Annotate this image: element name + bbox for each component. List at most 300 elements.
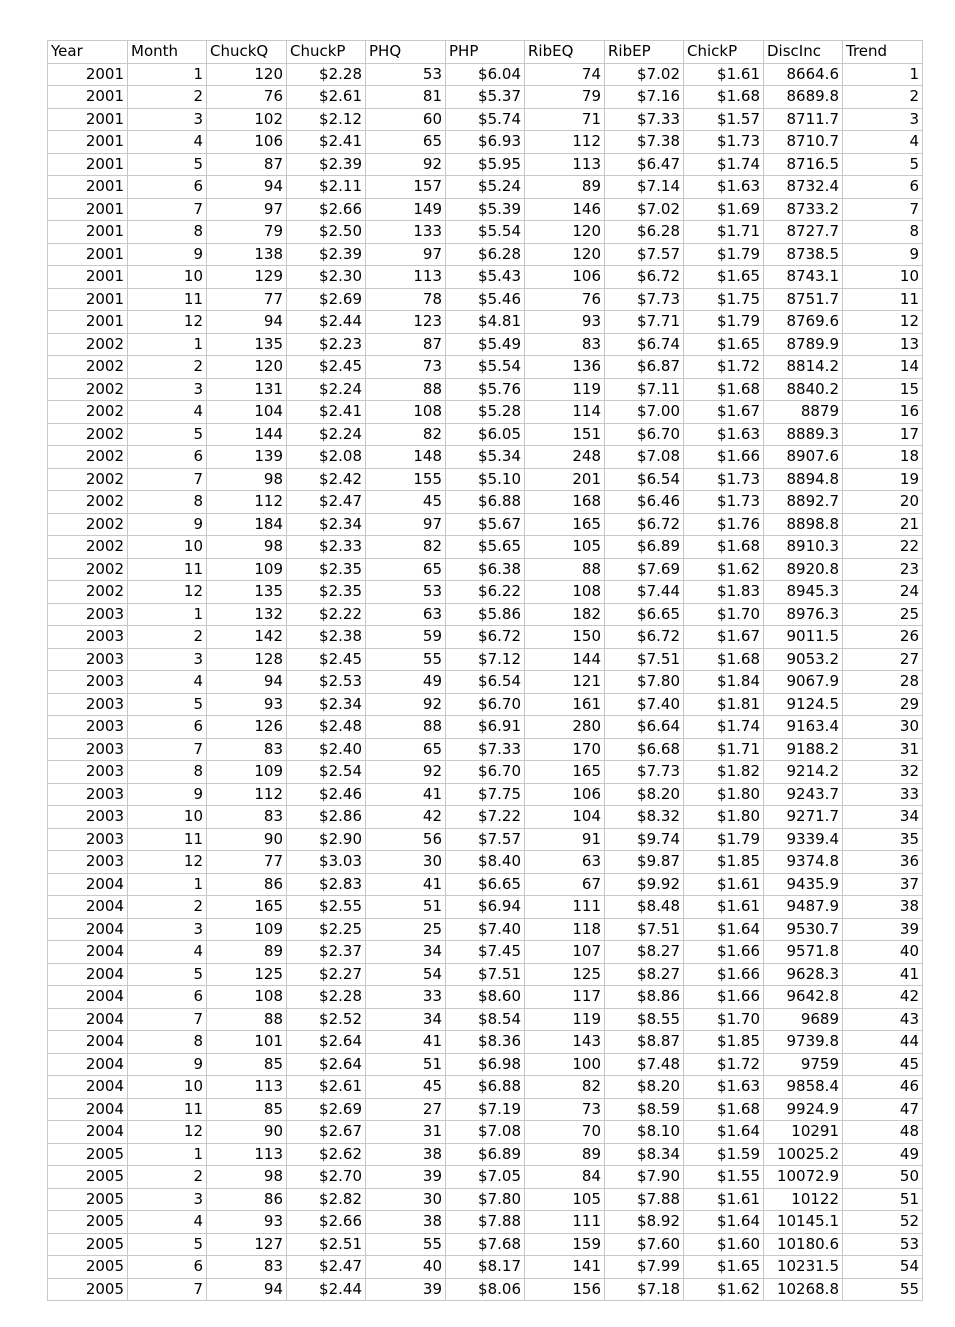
table-cell: 41 <box>366 783 446 806</box>
table-cell: 168 <box>525 491 605 514</box>
table-cell: 161 <box>525 693 605 716</box>
table-cell: $1.81 <box>684 693 764 716</box>
table-cell: 51 <box>366 1053 446 1076</box>
table-cell: 8 <box>128 221 207 244</box>
table-cell: 8 <box>843 221 923 244</box>
table-cell: 10 <box>843 266 923 289</box>
table-cell: $6.72 <box>605 626 684 649</box>
table-cell: 2004 <box>48 896 128 919</box>
table-cell: 3 <box>128 648 207 671</box>
table-cell: 117 <box>525 986 605 1009</box>
table-cell: 10 <box>128 806 207 829</box>
table-cell: 101 <box>207 1031 287 1054</box>
table-cell: 63 <box>366 603 446 626</box>
table-cell: $7.33 <box>605 108 684 131</box>
table-cell: 8 <box>128 1031 207 1054</box>
table-cell: 19 <box>843 468 923 491</box>
table-cell: $1.61 <box>684 1188 764 1211</box>
table-cell: $6.72 <box>605 266 684 289</box>
table-cell: $1.62 <box>684 558 764 581</box>
header-row <box>48 41 923 64</box>
table-cell: 8976.3 <box>764 603 843 626</box>
table-cell: 6 <box>128 446 207 469</box>
table-cell: $7.40 <box>605 693 684 716</box>
table-cell: 6 <box>128 1256 207 1279</box>
table-cell: 90 <box>207 1121 287 1144</box>
table-row <box>48 963 923 986</box>
table-cell: 155 <box>366 468 446 491</box>
table-cell: 92 <box>366 153 446 176</box>
table-cell: 9188.2 <box>764 738 843 761</box>
table-cell: $2.47 <box>287 1256 366 1279</box>
table-cell: 21 <box>843 513 923 536</box>
table-cell: 8907.6 <box>764 446 843 469</box>
table-cell: $6.65 <box>605 603 684 626</box>
table-cell: 142 <box>207 626 287 649</box>
table-row <box>48 1166 923 1189</box>
table-cell: $7.51 <box>605 648 684 671</box>
table-cell: 201 <box>525 468 605 491</box>
table-cell: 2002 <box>48 468 128 491</box>
table-cell: 170 <box>525 738 605 761</box>
table-cell: 74 <box>525 63 605 86</box>
table-cell: $8.60 <box>446 986 525 1009</box>
table-cell: 8743.1 <box>764 266 843 289</box>
table-cell: $5.54 <box>446 356 525 379</box>
table-cell: 1 <box>128 333 207 356</box>
table-cell: 10180.6 <box>764 1233 843 1256</box>
table-cell: $8.48 <box>605 896 684 919</box>
table-cell: 20 <box>843 491 923 514</box>
table-cell: 106 <box>525 783 605 806</box>
table-cell: $5.74 <box>446 108 525 131</box>
table-cell: 42 <box>366 806 446 829</box>
table-cell: $2.70 <box>287 1166 366 1189</box>
table-cell: $2.54 <box>287 761 366 784</box>
table-cell: 10122 <box>764 1188 843 1211</box>
table-cell: $6.54 <box>446 671 525 694</box>
table-cell: $5.28 <box>446 401 525 424</box>
table-cell: 1 <box>128 1143 207 1166</box>
table-cell: 2004 <box>48 986 128 1009</box>
table-cell: 8711.7 <box>764 108 843 131</box>
table-cell: $6.68 <box>605 738 684 761</box>
table-cell: 125 <box>207 963 287 986</box>
table-cell: 1 <box>843 63 923 86</box>
table-cell: 83 <box>207 806 287 829</box>
table-cell: $7.80 <box>605 671 684 694</box>
table-row <box>48 873 923 896</box>
table-cell: $5.39 <box>446 198 525 221</box>
table-cell: $2.35 <box>287 581 366 604</box>
table-row <box>48 536 923 559</box>
table-cell: 123 <box>366 311 446 334</box>
table-cell: $1.70 <box>684 603 764 626</box>
table-cell: $1.74 <box>684 153 764 176</box>
table-cell: 14 <box>843 356 923 379</box>
table-cell: 65 <box>366 558 446 581</box>
table-cell: $7.38 <box>605 131 684 154</box>
table-cell: 2002 <box>48 401 128 424</box>
table-cell: 165 <box>525 761 605 784</box>
table-cell: 151 <box>525 423 605 446</box>
table-cell: 10291 <box>764 1121 843 1144</box>
table-cell: 10025.2 <box>764 1143 843 1166</box>
table-cell: 2004 <box>48 1098 128 1121</box>
table-cell: 2003 <box>48 806 128 829</box>
table-cell: 2004 <box>48 963 128 986</box>
table-cell: 2003 <box>48 671 128 694</box>
table-cell: 9759 <box>764 1053 843 1076</box>
table-cell: $2.53 <box>287 671 366 694</box>
table-cell: $1.73 <box>684 131 764 154</box>
table-cell: $7.60 <box>605 1233 684 1256</box>
table-cell: $8.92 <box>605 1211 684 1234</box>
table-cell: $1.66 <box>684 941 764 964</box>
table-cell: $1.74 <box>684 716 764 739</box>
table-row <box>48 311 923 334</box>
table-cell: $5.49 <box>446 333 525 356</box>
table-cell: 81 <box>366 86 446 109</box>
table-cell: $2.51 <box>287 1233 366 1256</box>
table-cell: 8920.8 <box>764 558 843 581</box>
table-row <box>48 986 923 1009</box>
table-cell: 144 <box>525 648 605 671</box>
table-cell: 7 <box>128 468 207 491</box>
table-row <box>48 131 923 154</box>
table-cell: 109 <box>207 558 287 581</box>
table-cell: 9271.7 <box>764 806 843 829</box>
table-cell: $6.05 <box>446 423 525 446</box>
table-cell: 73 <box>525 1098 605 1121</box>
table-cell: 109 <box>207 918 287 941</box>
table-cell: 45 <box>366 491 446 514</box>
table-cell: $1.57 <box>684 108 764 131</box>
table-cell: $2.64 <box>287 1031 366 1054</box>
table-cell: 82 <box>366 423 446 446</box>
table-cell: 70 <box>525 1121 605 1144</box>
table-cell: 37 <box>843 873 923 896</box>
table-cell: 45 <box>843 1053 923 1076</box>
table-cell: 8769.6 <box>764 311 843 334</box>
table-cell: $2.52 <box>287 1008 366 1031</box>
table-row <box>48 761 923 784</box>
table-row <box>48 153 923 176</box>
table-cell: 2004 <box>48 1076 128 1099</box>
table-cell: 94 <box>207 1278 287 1301</box>
table-cell: 2001 <box>48 198 128 221</box>
table-cell: 98 <box>207 1166 287 1189</box>
column-header: ChickP <box>684 41 764 64</box>
table-cell: 108 <box>366 401 446 424</box>
table-cell: 34 <box>366 941 446 964</box>
table-row <box>48 671 923 694</box>
table-cell: $6.72 <box>446 626 525 649</box>
table-cell: 12 <box>128 851 207 874</box>
table-cell: 15 <box>843 378 923 401</box>
table-cell: 2003 <box>48 626 128 649</box>
table-cell: $1.59 <box>684 1143 764 1166</box>
table-cell: $7.45 <box>446 941 525 964</box>
column-header: ChuckQ <box>207 41 287 64</box>
table-cell: $6.38 <box>446 558 525 581</box>
table-row <box>48 558 923 581</box>
table-row <box>48 198 923 221</box>
table-cell: $1.76 <box>684 513 764 536</box>
table-cell: 2001 <box>48 131 128 154</box>
table-row <box>48 1256 923 1279</box>
table-cell: 113 <box>207 1076 287 1099</box>
table-cell: $2.38 <box>287 626 366 649</box>
table-cell: $6.28 <box>605 221 684 244</box>
table-row <box>48 491 923 514</box>
table-cell: 93 <box>207 1211 287 1234</box>
table-cell: $2.37 <box>287 941 366 964</box>
table-cell: $2.61 <box>287 86 366 109</box>
table-cell: 89 <box>525 176 605 199</box>
table-cell: 48 <box>843 1121 923 1144</box>
table-cell: 18 <box>843 446 923 469</box>
table-cell: $6.64 <box>605 716 684 739</box>
table-cell: 7 <box>128 198 207 221</box>
table-cell: $2.11 <box>287 176 366 199</box>
table-row <box>48 1031 923 1054</box>
table-cell: 2001 <box>48 86 128 109</box>
table-cell: 156 <box>525 1278 605 1301</box>
table-cell: $1.65 <box>684 333 764 356</box>
table-cell: 1 <box>128 603 207 626</box>
table-cell: 12 <box>128 311 207 334</box>
table-cell: 2005 <box>48 1188 128 1211</box>
table-cell: 9 <box>128 783 207 806</box>
table-cell: 157 <box>366 176 446 199</box>
table-row <box>48 1098 923 1121</box>
table-row <box>48 513 923 536</box>
table-cell: $9.74 <box>605 828 684 851</box>
table-cell: $7.12 <box>446 648 525 671</box>
table-cell: 71 <box>525 108 605 131</box>
table-cell: 5 <box>128 963 207 986</box>
table-cell: 8 <box>128 491 207 514</box>
table-cell: 9 <box>128 1053 207 1076</box>
table-cell: 9053.2 <box>764 648 843 671</box>
table-cell: 118 <box>525 918 605 941</box>
table-cell: 8814.2 <box>764 356 843 379</box>
table-cell: $7.51 <box>446 963 525 986</box>
table-cell: $2.12 <box>287 108 366 131</box>
table-cell: $1.83 <box>684 581 764 604</box>
table-cell: 2003 <box>48 603 128 626</box>
table-cell: 82 <box>525 1076 605 1099</box>
table-cell: 3 <box>128 918 207 941</box>
table-cell: $6.89 <box>605 536 684 559</box>
table-cell: 141 <box>525 1256 605 1279</box>
table-header <box>48 41 923 64</box>
table-cell: 2004 <box>48 918 128 941</box>
table-cell: 135 <box>207 581 287 604</box>
table-cell: 83 <box>525 333 605 356</box>
table-cell: $2.27 <box>287 963 366 986</box>
table-cell: $2.86 <box>287 806 366 829</box>
table-cell: $6.72 <box>605 513 684 536</box>
table-body <box>48 63 923 1301</box>
table-cell: 4 <box>128 941 207 964</box>
table-row <box>48 896 923 919</box>
table-cell: $7.51 <box>605 918 684 941</box>
table-cell: 135 <box>207 333 287 356</box>
table-cell: 87 <box>207 153 287 176</box>
table-cell: 8898.8 <box>764 513 843 536</box>
table-cell: 8945.3 <box>764 581 843 604</box>
table-cell: 108 <box>207 986 287 1009</box>
table-cell: $6.70 <box>446 693 525 716</box>
table-cell: $8.10 <box>605 1121 684 1144</box>
table-cell: 29 <box>843 693 923 716</box>
table-cell: $2.47 <box>287 491 366 514</box>
table-cell: 41 <box>366 873 446 896</box>
table-cell: 82 <box>366 536 446 559</box>
table-cell: $6.98 <box>446 1053 525 1076</box>
table-row <box>48 176 923 199</box>
table-cell: 2004 <box>48 1053 128 1076</box>
table-cell: $1.79 <box>684 311 764 334</box>
table-cell: 9924.9 <box>764 1098 843 1121</box>
table-cell: 90 <box>207 828 287 851</box>
table-cell: 8889.3 <box>764 423 843 446</box>
table-cell: 4 <box>128 401 207 424</box>
table-cell: 38 <box>843 896 923 919</box>
table-cell: $1.73 <box>684 468 764 491</box>
table-row <box>48 243 923 266</box>
table-row <box>48 918 923 941</box>
table-cell: $6.04 <box>446 63 525 86</box>
column-header: Trend <box>843 41 923 64</box>
table-cell: 2002 <box>48 513 128 536</box>
table-cell: $1.71 <box>684 221 764 244</box>
table-row <box>48 378 923 401</box>
table-cell: 36 <box>843 851 923 874</box>
table-cell: 2005 <box>48 1233 128 1256</box>
table-cell: 4 <box>128 671 207 694</box>
table-cell: 54 <box>843 1256 923 1279</box>
table-cell: 9 <box>128 513 207 536</box>
table-row <box>48 468 923 491</box>
table-cell: $7.11 <box>605 378 684 401</box>
table-cell: $2.40 <box>287 738 366 761</box>
table-cell: $1.75 <box>684 288 764 311</box>
table-cell: $1.67 <box>684 626 764 649</box>
table-cell: $6.74 <box>605 333 684 356</box>
data-table <box>47 40 923 1301</box>
table-cell: 77 <box>207 851 287 874</box>
table-cell: $1.69 <box>684 198 764 221</box>
table-cell: 10 <box>128 536 207 559</box>
table-cell: 8664.6 <box>764 63 843 86</box>
table-cell: $1.64 <box>684 918 764 941</box>
table-cell: 2003 <box>48 828 128 851</box>
table-cell: $6.93 <box>446 131 525 154</box>
table-row <box>48 1008 923 1031</box>
table-cell: $8.86 <box>605 986 684 1009</box>
table-row <box>48 1143 923 1166</box>
table-cell: 113 <box>207 1143 287 1166</box>
table-cell: $1.79 <box>684 828 764 851</box>
table-cell: 92 <box>366 761 446 784</box>
table-cell: $8.20 <box>605 783 684 806</box>
table-cell: $2.24 <box>287 378 366 401</box>
table-cell: 2004 <box>48 1008 128 1031</box>
table-cell: $7.00 <box>605 401 684 424</box>
table-cell: 13 <box>843 333 923 356</box>
table-cell: $2.62 <box>287 1143 366 1166</box>
table-cell: 8727.7 <box>764 221 843 244</box>
table-cell: 31 <box>843 738 923 761</box>
table-row <box>48 1053 923 1076</box>
table-cell: $7.99 <box>605 1256 684 1279</box>
table-cell: 120 <box>525 221 605 244</box>
table-cell: $1.79 <box>684 243 764 266</box>
table-cell: 104 <box>525 806 605 829</box>
table-cell: $2.24 <box>287 423 366 446</box>
table-cell: 121 <box>525 671 605 694</box>
table-cell: $2.90 <box>287 828 366 851</box>
table-row <box>48 356 923 379</box>
table-row <box>48 63 923 86</box>
table-cell: $1.68 <box>684 1098 764 1121</box>
table-cell: 77 <box>207 288 287 311</box>
table-cell: 113 <box>525 153 605 176</box>
table-cell: $7.16 <box>605 86 684 109</box>
table-cell: 12 <box>128 1121 207 1144</box>
table-cell: $1.71 <box>684 738 764 761</box>
table-cell: $2.69 <box>287 288 366 311</box>
table-cell: $5.24 <box>446 176 525 199</box>
table-cell: 2005 <box>48 1166 128 1189</box>
table-cell: 43 <box>843 1008 923 1031</box>
table-cell: 9487.9 <box>764 896 843 919</box>
table-cell: $6.70 <box>446 761 525 784</box>
table-cell: 8894.8 <box>764 468 843 491</box>
table-cell: $6.88 <box>446 491 525 514</box>
table-cell: 2002 <box>48 378 128 401</box>
table-cell: 10268.8 <box>764 1278 843 1301</box>
table-cell: 30 <box>843 716 923 739</box>
table-cell: 8710.7 <box>764 131 843 154</box>
table-cell: 280 <box>525 716 605 739</box>
table-cell: 9739.8 <box>764 1031 843 1054</box>
table-cell: $2.08 <box>287 446 366 469</box>
table-cell: 89 <box>207 941 287 964</box>
table-cell: 2003 <box>48 693 128 716</box>
table-cell: $1.68 <box>684 378 764 401</box>
table-cell: 40 <box>843 941 923 964</box>
table-cell: 9214.2 <box>764 761 843 784</box>
table-cell: $8.55 <box>605 1008 684 1031</box>
table-cell: $8.27 <box>605 941 684 964</box>
table-cell: $1.67 <box>684 401 764 424</box>
table-cell: 9243.7 <box>764 783 843 806</box>
table-cell: 9 <box>843 243 923 266</box>
table-cell: $2.25 <box>287 918 366 941</box>
table-cell: 39 <box>366 1166 446 1189</box>
table-cell: $1.63 <box>684 176 764 199</box>
table-cell: 5 <box>128 693 207 716</box>
table-cell: 9530.7 <box>764 918 843 941</box>
table-cell: 79 <box>207 221 287 244</box>
table-cell: 10072.9 <box>764 1166 843 1189</box>
table-cell: 93 <box>525 311 605 334</box>
table-cell: 2003 <box>48 648 128 671</box>
